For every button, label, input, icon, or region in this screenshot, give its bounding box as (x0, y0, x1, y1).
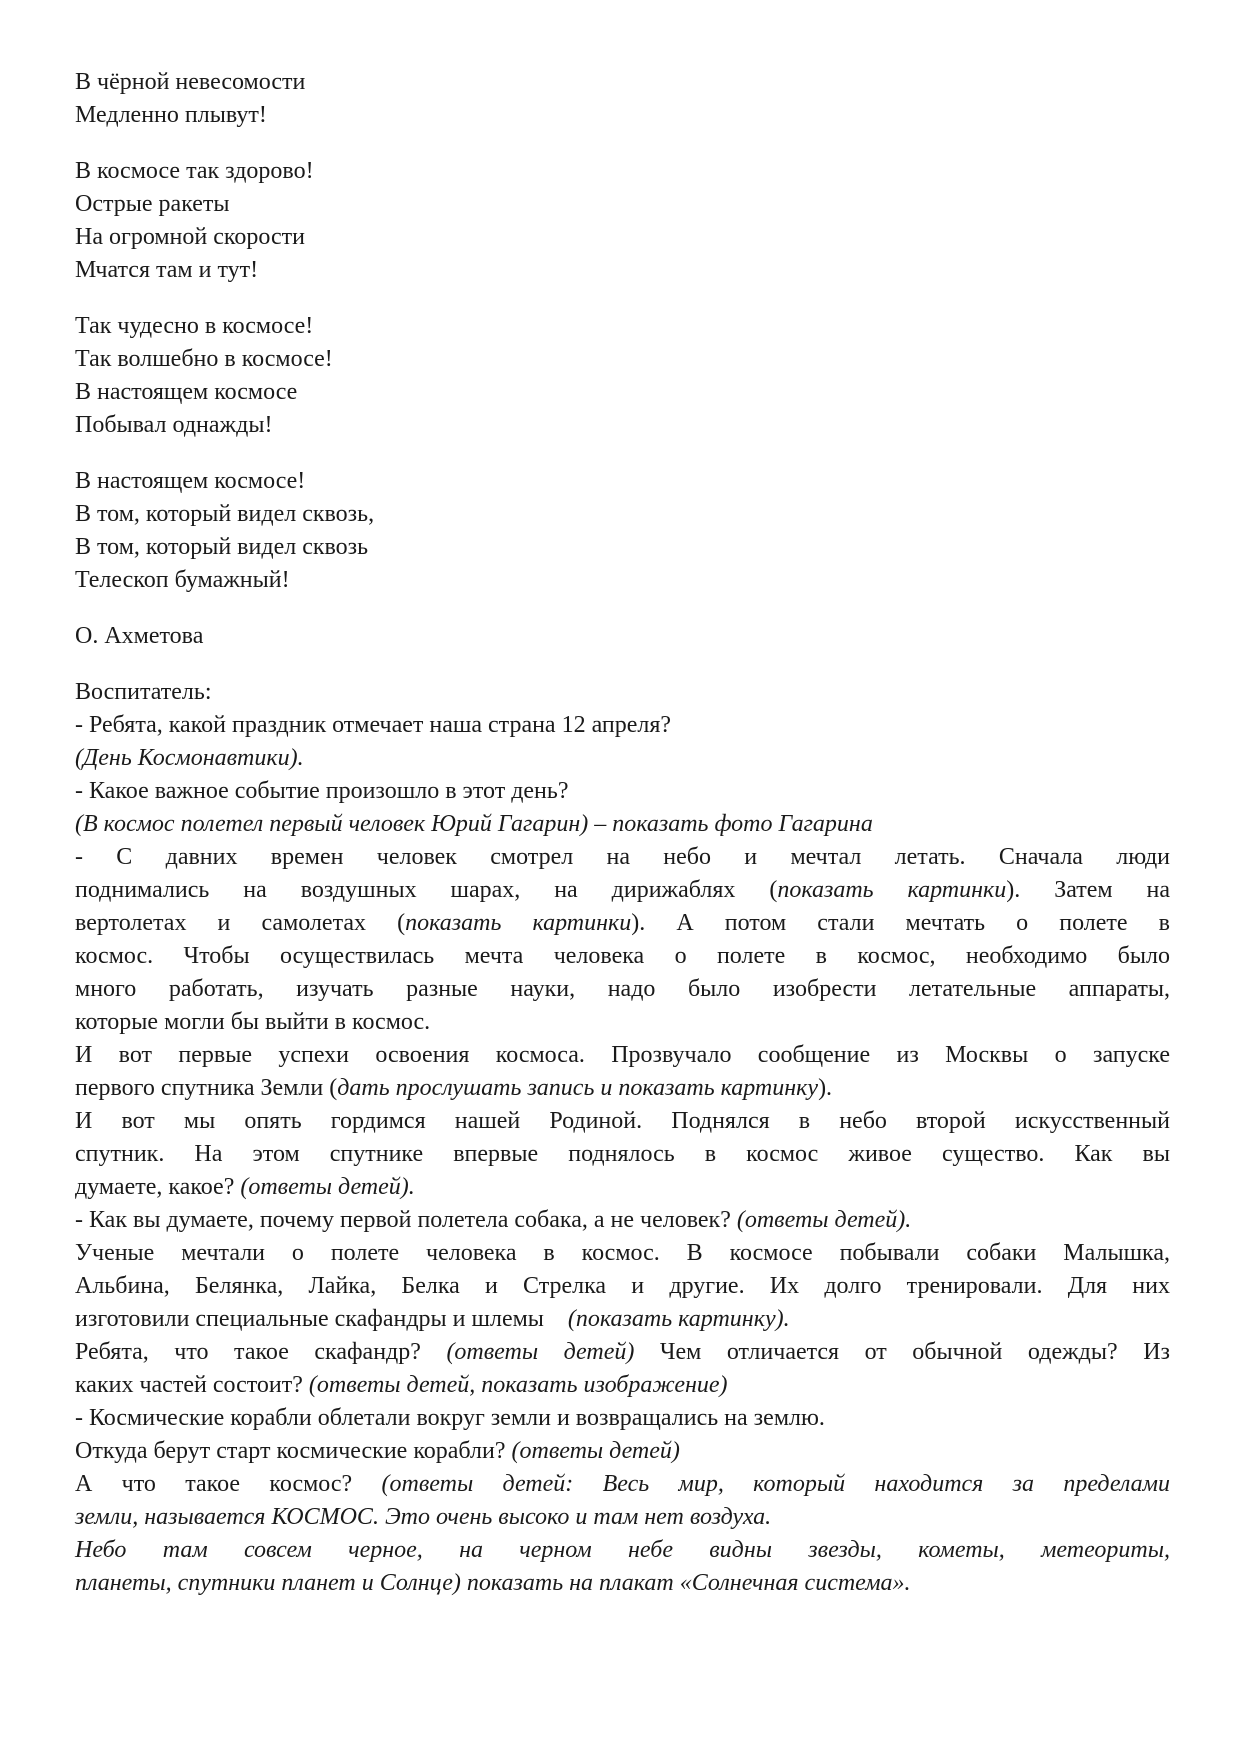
poem-line: Побывал однажды! (75, 412, 273, 438)
text-line (75, 1204, 1170, 1237)
italic-note: (ответы детей, показать изображение) (308, 1372, 728, 1398)
poem-line: Так волшебно в космосе! (75, 346, 333, 372)
poem-line: В чёрной невесомости (75, 69, 306, 95)
text-line: - Космические корабли облетали вокруг земли и возвращались на землю. (75, 1405, 825, 1431)
document-page (75, 66, 1170, 1600)
answer-note (75, 742, 1170, 775)
italic-note: (ответы детей). (240, 1174, 415, 1200)
italic-note: земли, называется КОСМОС. Это очень высоко и там нет воздуха. (75, 1504, 772, 1530)
poem-line: Телескоп бумажный! (75, 567, 290, 593)
text-run: ). (818, 1075, 833, 1101)
text-line (75, 1567, 1170, 1600)
text-line (75, 874, 1170, 907)
text-line (75, 907, 1170, 940)
poem-line: В космосе так здорово! (75, 158, 314, 184)
text-run: Откуда берут старт космические корабли? (75, 1438, 512, 1464)
lesson-text (75, 676, 1170, 1600)
italic-note: (День Космонавтики). (75, 745, 304, 771)
text-line: И вот мы опять гордимся нашей Родиной. Поднялся в небо второй искусственный (75, 1108, 1170, 1134)
italic-note: показать картинки (405, 910, 632, 936)
poem-stanza (75, 465, 1170, 597)
text-line: спутник. На этом спутнике впервые поднялось в космос живое существо. Как вы (75, 1141, 1170, 1167)
poem (75, 66, 1170, 653)
italic-note: дать прослушать запись и показать картинку (337, 1075, 819, 1101)
text-run: - Как вы думаете, почему первой полетела собака, а не человек? (75, 1207, 737, 1233)
text-line (75, 1336, 1170, 1369)
poem-line: В том, который видел сквозь, (75, 501, 375, 527)
italic-note: показать на плакат «Солнечная система». (466, 1570, 911, 1596)
italic-note: (ответы детей) (446, 1339, 635, 1365)
text-line (75, 1171, 1170, 1204)
answer-note (75, 808, 1170, 841)
poem-line: На огромной скорости (75, 224, 305, 250)
poem-line: Мчатся там и тут! (75, 257, 259, 283)
italic-note: (В космос полетел первый человек Юрий Гагарин) – показать фото Гагарина (75, 811, 873, 837)
text-line (75, 1072, 1170, 1105)
text-line (75, 1303, 1170, 1336)
italic-note: (ответы детей). (736, 1207, 912, 1233)
text-line (75, 1435, 1170, 1468)
poem-line: Так чудесно в космосе! (75, 313, 314, 339)
text-line: космос. Чтобы осуществилась мечта человека о полете в космос, необходимо было (75, 943, 1170, 969)
text-run: первого спутника Земли ( (75, 1075, 338, 1101)
text-run: поднимались на воздушных шарах, на дирижаблях ( (75, 877, 778, 903)
italic-note: Небо там совсем черное, на черном небе видны звезды, кометы, метеориты, (75, 1537, 1170, 1563)
text-run: Ребята, что такое скафандр? (75, 1339, 447, 1365)
italic-note: (ответы детей) (511, 1438, 680, 1464)
poem-stanza (75, 66, 1170, 132)
poem-author: О. Ахметова (75, 623, 204, 649)
text-run: Чем отличается от обычной одежды? Из (634, 1339, 1171, 1365)
poem-line: В настоящем космосе! (75, 468, 306, 494)
text-run: вертолетах и самолетах ( (75, 910, 406, 936)
italic-note: планеты, спутники планет и Солнце) (75, 1570, 467, 1596)
speaker-label: Воспитатель: (75, 679, 212, 705)
italic-note: (показать картинку). (567, 1306, 790, 1332)
poem-stanza (75, 310, 1170, 442)
text-line: И вот первые успехи освоения космоса. Прозвучало сообщение из Москвы о запуске (75, 1042, 1170, 1068)
teacher-question: - Ребята, какой праздник отмечает наша страна 12 апреля? (75, 712, 672, 738)
text-run: ). А потом стали мечтать о полете в (631, 910, 1171, 936)
text-line (75, 1501, 1170, 1534)
poem-line: Острые ракеты (75, 191, 230, 217)
text-line: много работать, изучать разные науки, надо было изобрести летательные аппараты, (75, 976, 1170, 1002)
text-line: Альбина, Белянка, Лайка, Белка и Стрелка и другие. Их долго тренировали. Для них (75, 1273, 1170, 1299)
italic-note: (ответы детей: Весь мир, который находится за пределами (381, 1471, 1170, 1497)
text-line: которые могли бы выйти в космос. (75, 1009, 431, 1035)
poem-line: В настоящем космосе (75, 379, 298, 405)
text-run: каких частей состоит? (75, 1372, 309, 1398)
text-line (75, 1468, 1170, 1501)
italic-note: показать картинки (777, 877, 1007, 903)
teacher-question: - Какое важное событие произошло в этот день? (75, 778, 569, 804)
text-run: ). Затем на (1006, 877, 1171, 903)
text-line: - С давних времен человек смотрел на небо и мечтал летать. Сначала люди (75, 844, 1170, 870)
text-line (75, 1369, 1170, 1402)
text-run: изготовили специальные скафандры и шлемы (75, 1306, 568, 1332)
text-run: думаете, какое? (75, 1174, 241, 1200)
text-line: Ученые мечтали о полете человека в космос. В космосе побывали собаки Малышка, (75, 1240, 1170, 1266)
poem-line: В том, который видел сквозь (75, 534, 369, 560)
text-run: А что такое космос? (75, 1471, 382, 1497)
poem-line: Медленно плывут! (75, 102, 267, 128)
poem-stanza (75, 155, 1170, 287)
text-line (75, 1534, 1170, 1567)
